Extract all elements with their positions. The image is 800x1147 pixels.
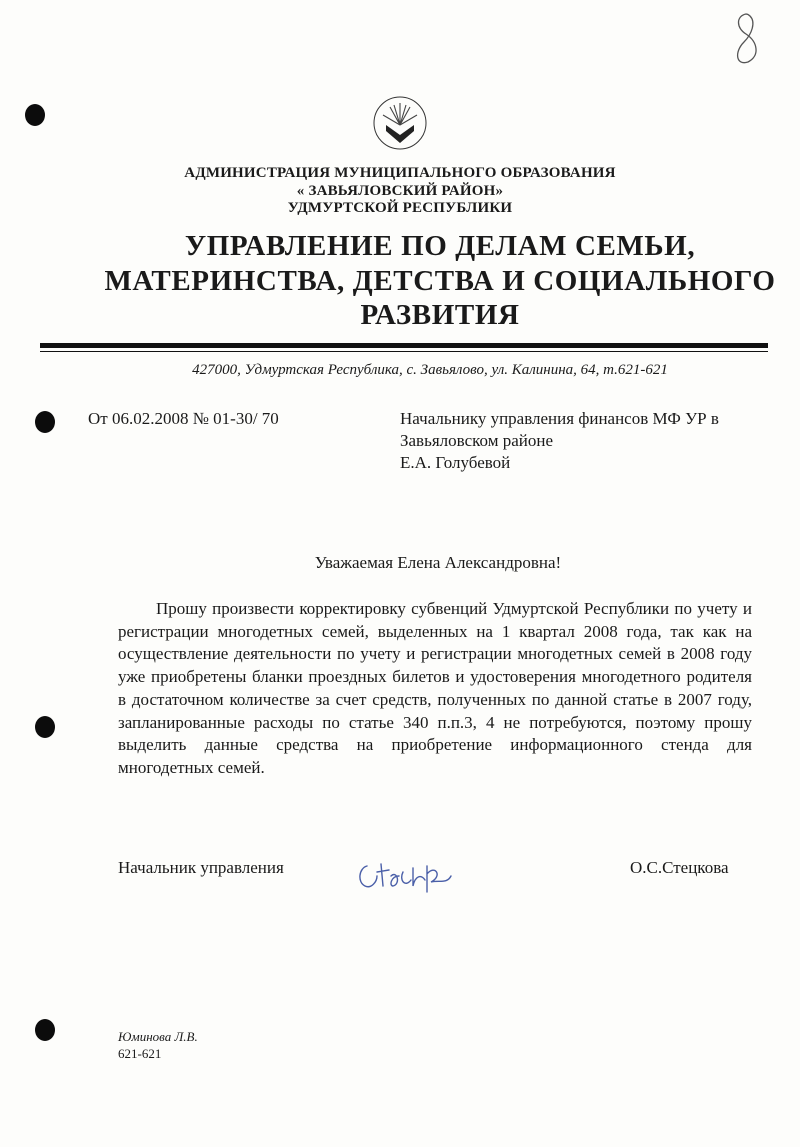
org-line-2: « ЗАВЬЯЛОВСКИЙ РАЙОН» <box>296 183 504 199</box>
recipient-line-1: Начальнику управления финансов МФ УР в <box>400 409 719 428</box>
department-title-line-1: УПРАВЛЕНИЕ ПО ДЕЛАМ СЕМЬИ, <box>184 230 696 262</box>
signatory-title: Начальник управления <box>118 858 284 877</box>
recipient-line-3: Е.А. Голубевой <box>400 453 511 472</box>
document-reference: От 06.02.2008 № 01-30/ 70 <box>88 409 279 428</box>
letter-body-text: Прошу произвести корректировку субвенций Удмуртской Республики по учету и регистрации многодетных семей, выделенных на 1 квартал 2008 года, так как на осуществление деятельности по учету и регистрации многодетных семей в 2008 году уже приобретены бланки проездных билетов и удостоверения многодетного родителя в достаточном количестве за счет средств, полученных по данной статье в 2007 году, запланированные расходы по статье 340 п.п.3, 4 не потребуются, поэтому прошу выделить данные средства на приобретение информационного стенда для многодетных семей. <box>118 599 752 777</box>
salutation: Уважаемая Елена Александровна! <box>314 553 562 572</box>
executor-phone: 621-621 <box>118 1046 162 1061</box>
header-rule-thin <box>40 351 768 352</box>
emblem-icon <box>372 95 428 151</box>
address-line: 427000, Удмуртская Республика, с. Завьялово, ул. Калинина, 64, т.621-621 <box>192 362 668 378</box>
letter-body <box>118 598 752 780</box>
header-rule-thick <box>40 343 768 348</box>
hole-punch-3 <box>35 716 55 738</box>
department-title-line-2: МАТЕРИНСТВА, ДЕТСТВА И СОЦИАЛЬНОГО <box>104 265 776 297</box>
recipient-line-2: Завьяловском районе <box>400 431 553 450</box>
hole-punch-2 <box>35 411 55 433</box>
signatory-name: О.С.Стецкова <box>630 858 729 877</box>
hole-punch-1 <box>25 104 45 126</box>
page-number-handwritten <box>720 8 770 70</box>
handwritten-signature <box>355 846 465 898</box>
executor-name: Юминова Л.В. <box>118 1029 198 1044</box>
department-title-line-3: РАЗВИТИЯ <box>360 299 520 331</box>
org-line-3: УДМУРТСКОЙ РЕСПУБЛИКИ <box>287 200 513 216</box>
hole-punch-4 <box>35 1019 55 1041</box>
org-line-1: АДМИНИСТРАЦИЯ МУНИЦИПАЛЬНОГО ОБРАЗОВАНИЯ <box>184 165 616 181</box>
